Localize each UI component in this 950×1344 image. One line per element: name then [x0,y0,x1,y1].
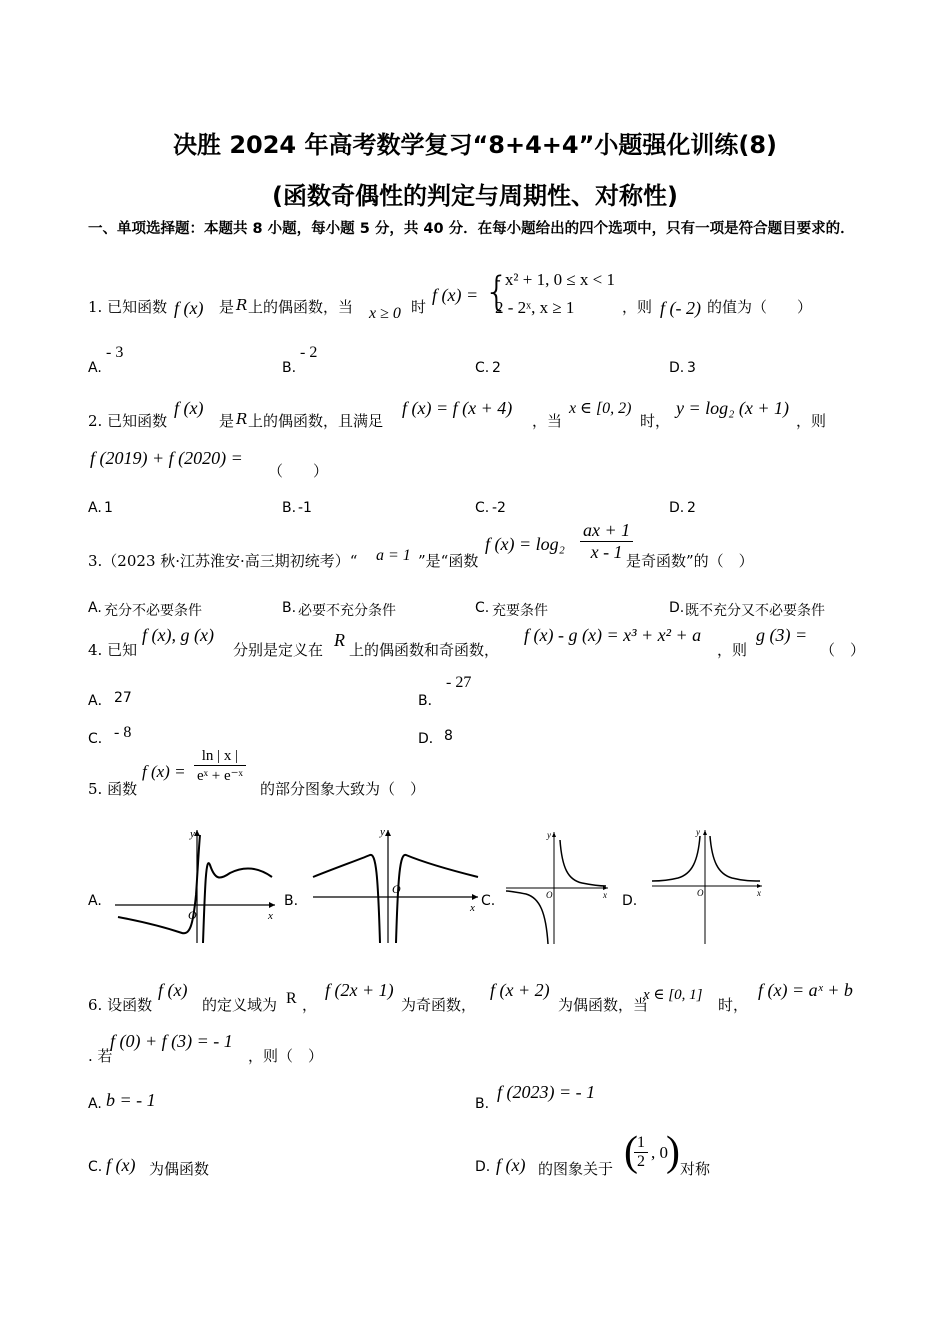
y-label: y [547,830,551,840]
q1-text-1: 1. 已知函数 [88,298,168,316]
q6-option-a-value: b = - 1 [106,1090,156,1110]
q1-text-4: 时 [411,298,427,316]
q1-option-b-value: - 2 [300,344,318,361]
q6-text-4: 为奇函数， [401,996,477,1014]
origin-label: O [697,888,704,898]
q2-text-4: ，当 [532,412,563,430]
q1-option-c-label[interactable]: C. [475,360,490,376]
q6-option-d-tail: 对称 [680,1160,711,1178]
x-arrow-icon [269,902,275,908]
q1-option-d-value: 3 [687,360,696,376]
q2-text-5: 时， [640,412,671,430]
q4-option-c-label[interactable]: C． [88,731,112,747]
q6-odd: f (2x + 1) [325,980,394,1000]
q5-option-b-label[interactable]: B. [284,893,299,909]
x-label: x [268,910,273,922]
q1-text-3: 上的偶函数，当 [248,298,354,316]
q2-R: R [236,410,248,428]
q1-fx: f (x) [174,298,204,318]
q6-option-c-fx: f (x) [106,1155,136,1175]
q4-text-5: （ ） [820,641,866,659]
q2-log: y = log₂ (x + 1) [676,398,790,418]
q3-numerator: ax + 1 [580,520,633,542]
section-heading: 一、单项选择题：本题共 8 小题，每小题 5 分，共 40 分．在每小题给出的四个选项中，只有一项是符合题目要求的． [88,221,855,237]
q1-text-2: 是 [219,298,235,316]
q5-text-2: 的部分图象大致为（ ） [260,780,426,798]
q4-fg: f (x), g (x) [142,625,214,645]
q4-text-1: 4. 已知 [88,641,138,659]
curve-right [396,855,478,943]
q6-text-8: ，则（ ） [248,1047,324,1065]
q6-text-5: 为偶函数，当 [558,996,649,1014]
q1-cond: x ≥ 0 [369,305,401,322]
q5-text-1: 5. 函数 [88,780,138,798]
x-label: x [603,890,607,900]
q6-text-7: . 若 [88,1047,113,1065]
y-arrow-icon [385,830,391,836]
q2-option-c-value: -2 [492,500,506,516]
q2-option-c-label[interactable]: C. [475,500,490,516]
y-label: y [190,828,195,840]
q1-option-d-label[interactable]: D. [669,360,685,376]
q1-text-5: ，则 [622,298,653,316]
q2-sum: f (2019) + f (2020) = [90,448,243,468]
q1-option-b-label[interactable]: B. [282,360,297,376]
q3-fdef: f (x) = log₂ [485,534,565,554]
q5-option-a-label[interactable]: A. [88,893,102,909]
q4-option-d-label[interactable]: D． [418,731,443,747]
x-label: x [757,888,761,898]
q6-point-tail: , 0 [651,1143,668,1162]
page-subtitle: (函数奇偶性的判定与周期性、对称性) [272,182,678,210]
q6-option-a-label[interactable]: A. [88,1096,102,1112]
q3-option-b-label[interactable]: B. [282,600,297,616]
q4-target: g (3) = [756,625,808,645]
q3-option-a-value: 充分不必要条件 [104,603,202,619]
origin-label: O [188,908,197,922]
q3-cond: a = 1 [376,547,411,564]
q6-cond: f (0) + f (3) = - 1 [110,1031,233,1051]
q3-option-d-label[interactable]: D. [669,600,685,616]
curve-left [506,891,548,944]
origin-label: O [546,890,553,900]
q5-graph-d[interactable] [648,826,766,948]
q3-option-b-value: 必要不充分条件 [298,603,396,619]
q4-text-2: 分别是定义在 [233,641,324,659]
q2-period: f (x) = f (x + 4) [402,398,513,418]
q6-fx: f (x) [158,980,188,1000]
q3-text-2: ”是“函数 [418,552,479,570]
q3-denominator: x - 1 [590,542,623,562]
q5-graph-a[interactable] [110,825,280,945]
q6-option-d-fx: f (x) [496,1155,526,1175]
q6-text-2: 的定义域为 [202,996,278,1014]
q2-text-6: ，则 [796,412,827,430]
q1-option-a-value: - 3 [106,344,124,361]
q2-fx: f (x) [174,398,204,418]
q6-even: f (x + 2) [490,980,550,1000]
q3-text-3: 是奇函数”的（ ） [626,552,754,570]
q4-option-a-value: 27 [114,690,132,706]
q2-option-d-value: 2 [687,500,696,516]
q1-option-c-value: 2 [492,360,501,376]
q6-point-den: 2 [637,1153,645,1170]
q1-fdef: f (x) = [432,285,479,305]
y-label: y [380,826,385,838]
q6-option-b-label[interactable]: B. [475,1096,490,1112]
q6-option-d-label[interactable]: D. [475,1159,491,1175]
origin-label: O [392,882,401,896]
q6-paren-close: ) [666,1129,680,1175]
q2-text-3: 上的偶函数，且满足 [248,412,384,430]
q5-graph-c[interactable] [502,828,612,948]
q6-text-3: ， [302,996,318,1014]
q4-option-c-value: - 8 [114,724,132,741]
page-title: 决胜 2024 年高考数学复习“8+4+4”小题强化训练(8) [172,131,777,159]
q5-numerator: ln | x | [194,748,246,766]
q1-R: R [236,296,248,314]
q2-text-1: 2. 已知函数 [88,412,168,430]
q4-text-4: ，则 [717,641,748,659]
q4-option-a-label[interactable]: A． [88,693,112,709]
curve-left [313,855,380,943]
q2-option-b-label[interactable]: B. [282,500,297,516]
curve-left [652,836,700,881]
q5-option-d-label[interactable]: D. [622,893,638,909]
q6-text-1: 6. 设函数 [88,996,153,1014]
q1-option-a-label[interactable]: A. [88,360,102,376]
q6-text-6: 时， [718,996,749,1014]
curve-right [560,840,606,886]
q3-option-c-value: 充要条件 [492,603,548,619]
q4-option-d-value: 8 [444,728,453,744]
q2-option-a-label[interactable]: A. [88,500,102,516]
q1-text-6: 的值为（ ） [707,298,813,316]
q2-option-d-label[interactable]: D. [669,500,685,516]
y-label: y [696,827,700,837]
q6-interval: x ∈ [0, 1] [643,987,703,1003]
q6-point-num: 1 [634,1134,648,1153]
q6-option-c-label[interactable]: C. [88,1159,103,1175]
q3-text-1: 3.（2023 秋·江苏淮安·高三期初统考）“ [88,552,358,570]
q1-target: f (- 2) [660,298,701,318]
q4-option-b-label[interactable]: B． [418,693,442,709]
curve-right [710,836,760,881]
q5-graph-b[interactable] [308,825,483,945]
q4-text-3: 上的偶函数和奇函数， [349,641,500,659]
q1-case-2: 2 - 2ˣ, x ≥ 1 [495,298,575,317]
q6-option-d-suffix: 的图象关于 [538,1160,614,1178]
q3-option-d-value: 既不充分又不必要条件 [685,603,825,619]
q6-paren-open: ( [624,1129,638,1175]
q5-fraction [194,748,246,785]
q4-R: R [334,630,345,650]
curve-right [203,863,272,943]
q2-text-2: 是 [219,412,235,430]
q5-option-c-label[interactable]: C. [481,893,496,909]
q2-option-b-value: -1 [298,500,312,516]
q6-option-b-value: f (2023) = - 1 [497,1082,596,1102]
q6-point-fraction [634,1134,648,1171]
x-arrow-icon [472,894,478,900]
y-arrow-icon [703,830,707,835]
q2-interval: x ∈ [0, 2) [569,400,632,417]
q5-denominator: eˣ + e⁻ˣ [197,768,243,784]
q6-option-c-suffix: 为偶函数 [149,1160,210,1178]
y-arrow-icon [552,832,556,837]
q2-option-a-value: 1 [104,500,113,516]
q3-option-c-label[interactable]: C. [475,600,490,616]
q3-option-a-label[interactable]: A. [88,600,102,616]
q1-case-1: - x² + 1, 0 ≤ x < 1 [495,270,616,289]
q1-brace: { [484,269,510,315]
q6-R: R [286,990,297,1007]
q4-eq: f (x) - g (x) = x³ + x² + a [524,625,702,645]
q5-fdef: f (x) = [142,762,186,781]
q6-def: f (x) = aˣ + b [758,980,853,1000]
q4-option-b-value: - 27 [446,674,472,691]
x-label: x [470,902,475,914]
q2-text-7: （ ） [268,462,329,480]
